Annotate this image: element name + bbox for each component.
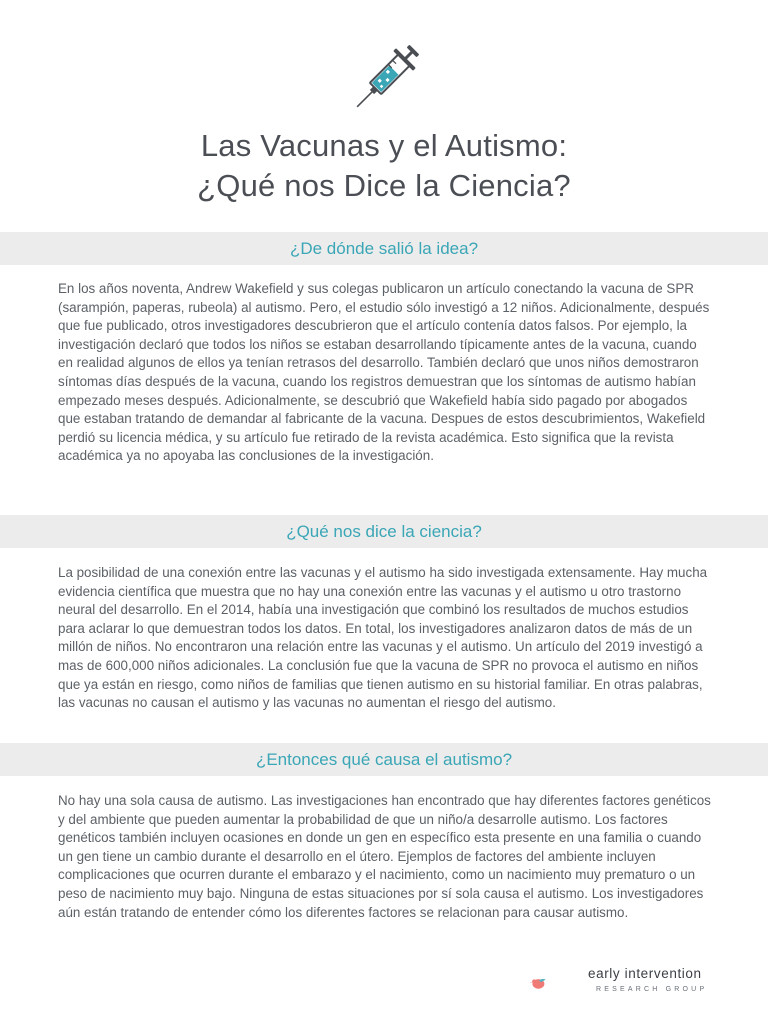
section-heading-causes: ¿Entonces qué causa el autismo? (0, 743, 768, 776)
section-heading-origin: ¿De dónde salió la idea? (0, 232, 768, 265)
section-body-causes: No hay una sola causa de autismo. Las investigaciones han encontrado que hay diferentes factores genéticos y del ambiente que pueden aumentar la probabilidad de que un niño/a desarrolle autismo. Los factores genéticos también incluyen ocasiones en donde un gen en específico esta presente en una familia o cuando un gen tiene un cambio durante el desarrollo en el útero. Ejemplos de factores del ambiente incluyen complicaciones que ocurren durante el embarazo y el nacimiento, como un nacimiento muy prematuro o un peso de nacimiento muy bajo. Ninguna de estas situaciones por sí sola causa el autismo. Los investigadores aún están tratando de entender cómo los diferentes factores se relacionan para causar autismo. (58, 793, 711, 920)
page-title (0, 126, 768, 206)
title-line-1: Las Vacunas y el Autismo: (200, 128, 568, 163)
syringe-icon (344, 40, 424, 120)
section-body-origin: En los años noventa, Andrew Wakefield y sus colegas publicaron un artículo conectando la vacuna de SPR (sarampión, paperas, rubeola) al autismo. Pero, el estudio sólo investigó a 12 niños. Adicionalmente, después que fue publicado, otros investigadores descubrieron que el artículo contenía datos falsos. Por ejemplo, la investigación declaró que todos los niños se estaban desarrollando típicamente antes de la vacuna, cuando en realidad algunos de ellos ya tenían retrasos del desarrollo. También declaró que unos niños demostraron síntomas días después de la vacuna, cuando los registros demuestran que los síntomas de autismo habían empezado meses después. Adicionalmente, se descubrió que Wakefield había sido pagado por abogados que estaban tratando de demandar al fabricante de la vacuna. Despues de estos descubrimientos, Wakefield perdió su licencia médica, y su artículo fue retirado de la revista académica. Esto significa que la revista académica ya no apoyaba las conclusiones de la investigación. (58, 281, 710, 464)
org-name: early intervention (588, 966, 702, 981)
section-heading-science: ¿Qué nos dice la ciencia? (0, 515, 768, 548)
bird-logo-icon (530, 958, 590, 1008)
section-body-science: La posibilidad de una conexión entre las vacunas y el autismo ha sido investigada extensamente. Hay mucha evidencia científica que muestra que no hay una conexión entre las vacunas y el autismo u otro trastorno neural del desarrollo. En el 2014, había una investigación que combinó los resultados de muchos estudios para aclarar lo que demuestran todos los datos. En total, los investigadores analizaron datos de más de un millón de niños. No encontraron una relación entre las vacunas y el autismo. Un artículo del 2019 investigó a mas de 600,000 niños adicionales. La conclusión fue que la vacuna de SPR no provoca el autismo en niños que ya están en riesgo, como niños de familias que tienen autismo en su historial familiar. En otras palabras, las vacunas no causan el autismo y las vacunas no aumentan el riesgo del autismo. (58, 565, 708, 711)
org-subtitle: RESEARCH GROUP (596, 986, 708, 993)
title-line-2: ¿Qué nos Dice la Ciencia? (197, 168, 571, 203)
